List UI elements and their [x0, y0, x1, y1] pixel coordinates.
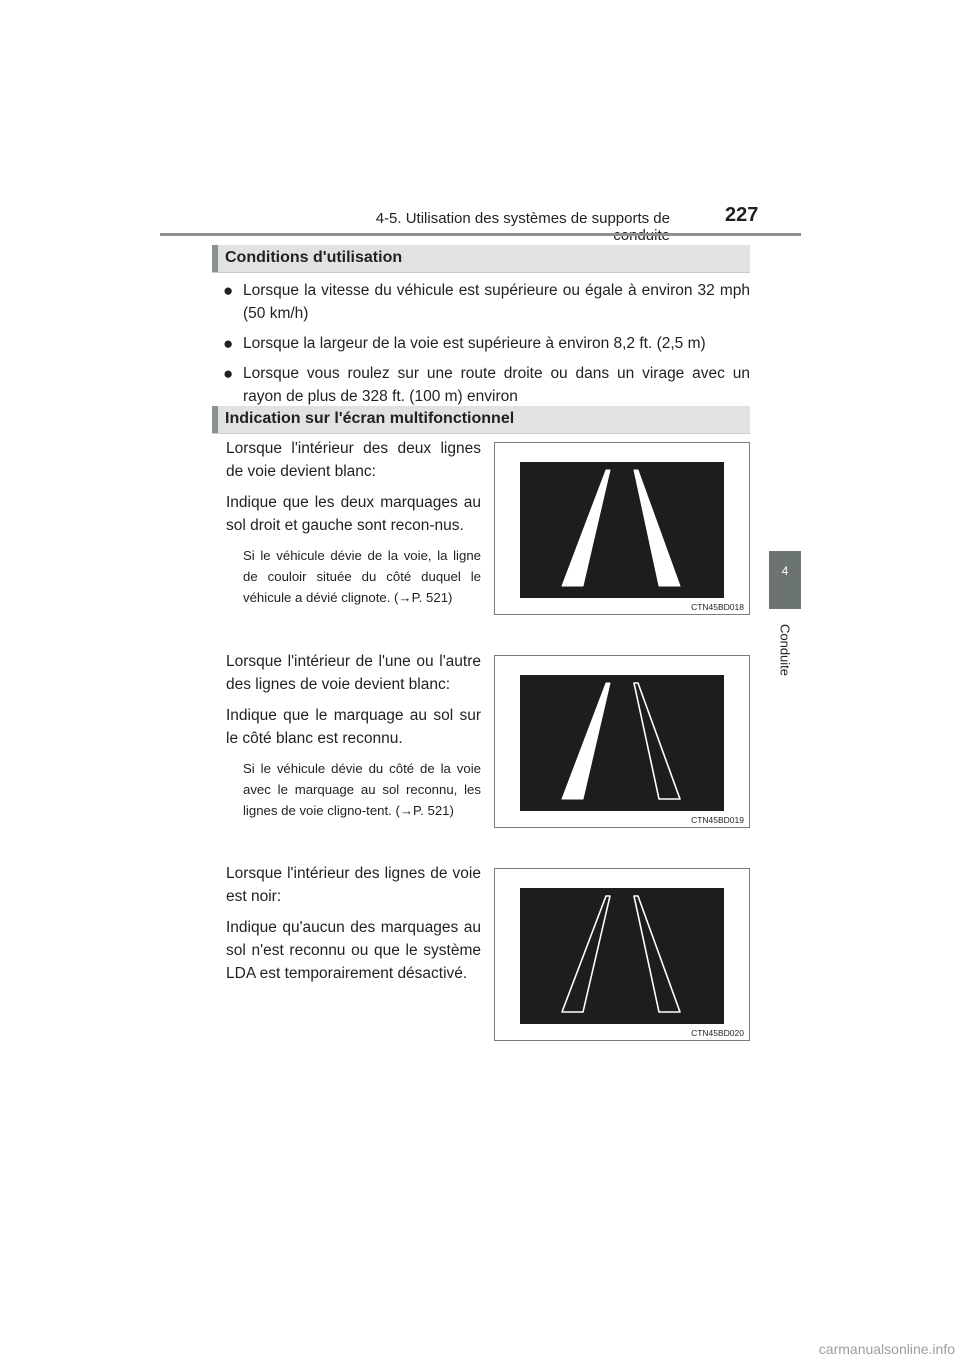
figure-one-lane-recognized	[494, 655, 750, 828]
condition-text: Lorsque l'intérieur des deux lignes de voie devient blanc:	[226, 440, 481, 480]
meaning-text: Indique qu'aucun des marquages au sol n'est reconnu ou que le système LDA est temporairement désactivé.	[226, 919, 481, 982]
section-heading-indication	[212, 406, 750, 434]
condition-text: Lorsque l'intérieur de l'une ou l'autre des lignes de voie devient blanc:	[226, 653, 481, 693]
indication-block-1	[226, 437, 481, 616]
list-item: ● Lorsque vous roulez sur une route droite ou dans un virage avec un rayon de plus de 328 ft. (100 m) environ	[223, 364, 750, 405]
meaning-text: Indique que les deux marquages au sol droit et gauche sont recon-nus.	[226, 494, 481, 534]
header-divider	[160, 233, 801, 236]
display-background	[520, 888, 724, 1024]
page-number: 227	[725, 204, 759, 226]
note-text: Si le véhicule dévie de la voie, la ligne de couloir située du côté duquel le véhicule a dévié clignote. (→P. 521)	[243, 548, 481, 605]
meaning-text: Indique que le marquage au sol sur le côté blanc est reconnu.	[226, 707, 481, 747]
figure-code: CTN45BD018	[691, 602, 744, 612]
bullet-icon: ●	[223, 334, 234, 353]
lane-display-image	[520, 462, 724, 598]
chapter-tab: 4	[769, 551, 801, 609]
watermark-text: carmanualsonline.info	[818, 1341, 955, 1357]
display-background	[520, 462, 724, 598]
figure-code: CTN45BD019	[691, 815, 744, 825]
bullet-icon: ●	[223, 281, 234, 300]
indication-block-3	[226, 862, 481, 993]
conditions-list	[223, 279, 750, 415]
section-title: Indication sur l'écran multifonctionnel	[225, 410, 515, 427]
list-item: ● Lorsque la vitesse du véhicule est supérieure ou égale à environ 32 mph (50 km/h)	[223, 281, 750, 322]
figure-no-lane-recognized	[494, 868, 750, 1041]
lane-display-image	[520, 675, 724, 811]
running-header: 4-5. Utilisation des systèmes de supports de	[375, 210, 670, 227]
lane-display-image	[520, 888, 724, 1024]
condition-text: Lorsque l'intérieur des lignes de voie est noir:	[226, 865, 481, 905]
indication-block-2	[226, 650, 481, 829]
figure-both-lanes-recognized	[494, 442, 750, 615]
section-heading-conditions	[212, 245, 750, 273]
chapter-label-text: Conduite	[777, 623, 793, 677]
section-title: Conditions d'utilisation	[225, 249, 403, 266]
chapter-label	[770, 620, 800, 680]
watermark	[0, 1340, 960, 1358]
figure-code: CTN45BD020	[691, 1028, 744, 1038]
bullet-icon: ●	[223, 364, 234, 383]
display-background	[520, 675, 724, 811]
list-item: ● Lorsque la largeur de la voie est supérieure à environ 8,2 ft. (2,5 m)	[223, 334, 706, 353]
note-text: Si le véhicule dévie du côté de la voie avec le marquage au sol reconnu, les lignes de voie cligno-tent. (→P. 521)	[243, 761, 481, 818]
